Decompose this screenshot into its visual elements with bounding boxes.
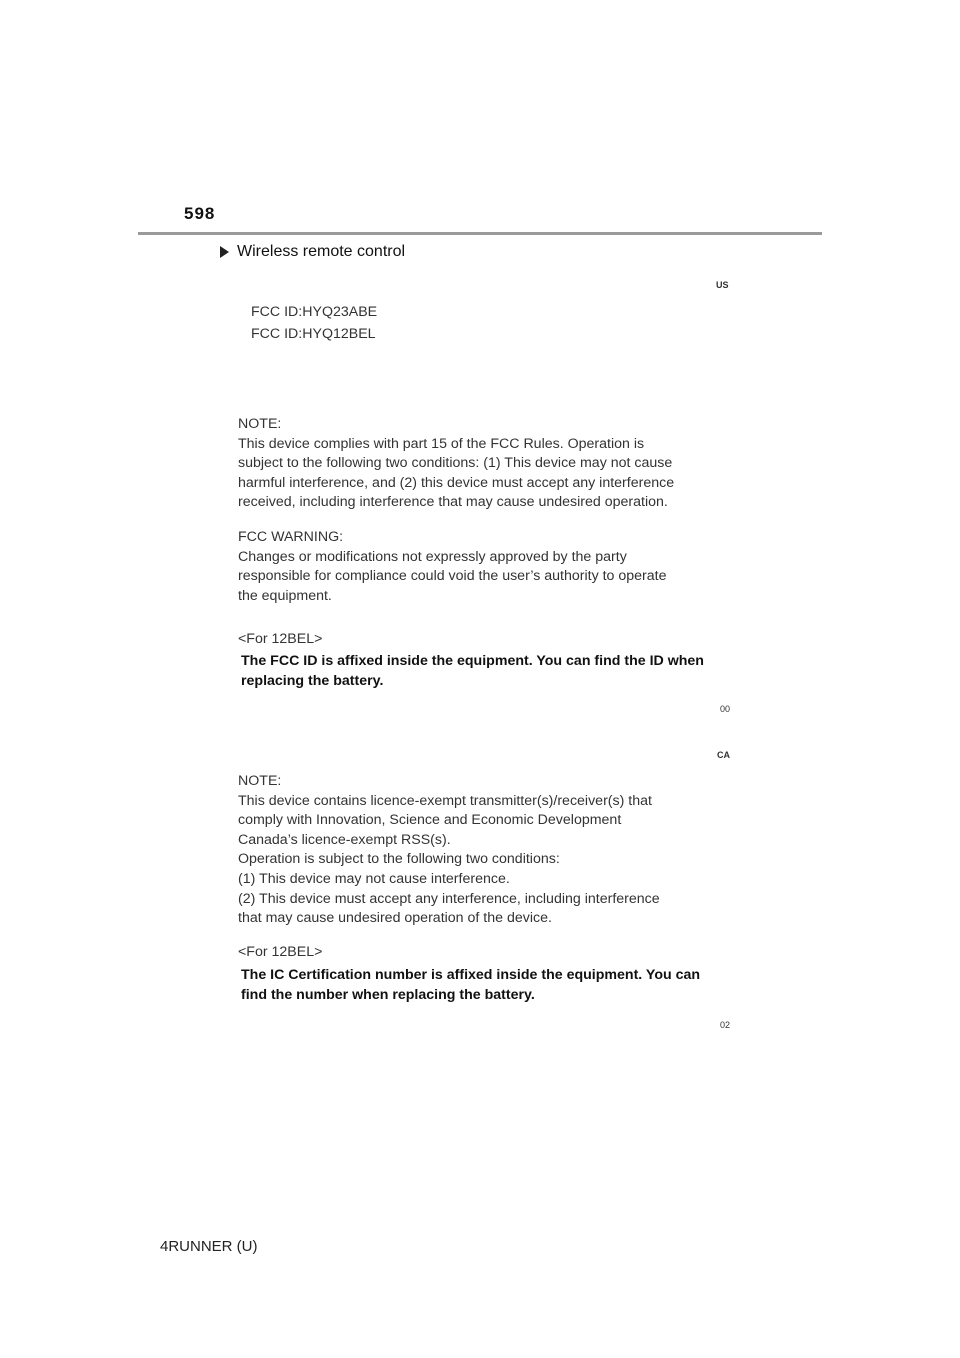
fcc-warning bbox=[238, 528, 667, 606]
section-title-text: Wireless remote control bbox=[237, 243, 406, 260]
us-note-line: subject to the following two conditions: (1) This device may not cause bbox=[238, 455, 673, 472]
fcc-warning-line: the equipment. bbox=[238, 587, 332, 604]
ca-note-line: Canada’s licence-exempt RSS(s). bbox=[238, 831, 451, 848]
fcc-id-2: FCC ID:HYQ12BEL bbox=[251, 326, 376, 342]
us-for-line: replacing the battery. bbox=[241, 672, 384, 689]
ca-code: 02 bbox=[720, 1020, 731, 1030]
fcc-warning-title: FCC WARNING: bbox=[238, 529, 344, 545]
fcc-warning-line: Changes or modifications not expressly approved by the party bbox=[238, 548, 627, 565]
us-note-title: NOTE: bbox=[238, 416, 282, 432]
fcc-id-list bbox=[251, 301, 377, 345]
ca-region-tag: CA bbox=[717, 750, 730, 760]
us-note-line: harmful interference, and (2) this device must accept any interference bbox=[238, 474, 675, 491]
us-for-label: <For 12BEL> bbox=[238, 631, 323, 647]
ca-for-label: <For 12BEL> bbox=[238, 944, 323, 960]
us-note-line: received, including interference that may cause undesired operation. bbox=[238, 494, 668, 511]
ca-for-line: The IC Certification number is affixed inside the equipment. You can bbox=[241, 967, 701, 983]
fcc-id-1: FCC ID:HYQ23ABE bbox=[251, 304, 378, 320]
ca-for-line: find the number when replacing the battery. bbox=[241, 986, 535, 1003]
page-number: 598 bbox=[184, 204, 216, 223]
ca-note-line: (2) This device must accept any interference, including interference bbox=[238, 890, 660, 907]
ca-note-title: NOTE: bbox=[238, 773, 282, 789]
triangle-bullet-icon bbox=[220, 246, 229, 258]
us-code: 00 bbox=[720, 704, 731, 714]
ca-note-line: This device contains licence-exempt transmitter(s)/receiver(s) that bbox=[238, 792, 652, 809]
footer-model: 4RUNNER (U) bbox=[160, 1238, 258, 1255]
us-for-note bbox=[241, 652, 704, 691]
us-for-line: The FCC ID is affixed inside the equipment. You can find the ID when bbox=[241, 653, 704, 669]
section-title bbox=[220, 243, 405, 261]
us-note bbox=[238, 415, 674, 513]
ca-note bbox=[238, 772, 660, 929]
ca-note-line: comply with Innovation, Science and Economic Development bbox=[238, 812, 622, 829]
us-region-tag: US bbox=[716, 280, 729, 290]
ca-note-line: Operation is subject to the following two conditions: bbox=[238, 851, 560, 868]
header-divider bbox=[138, 232, 822, 235]
us-note-line: This device complies with part 15 of the FCC Rules. Operation is bbox=[238, 435, 645, 452]
ca-note-line: (1) This device may not cause interference. bbox=[238, 870, 510, 887]
ca-note-line: that may cause undesired operation of the device. bbox=[238, 910, 552, 927]
ca-for-note bbox=[241, 966, 700, 1005]
fcc-warning-line: responsible for compliance could void the user’s authority to operate bbox=[238, 568, 667, 585]
